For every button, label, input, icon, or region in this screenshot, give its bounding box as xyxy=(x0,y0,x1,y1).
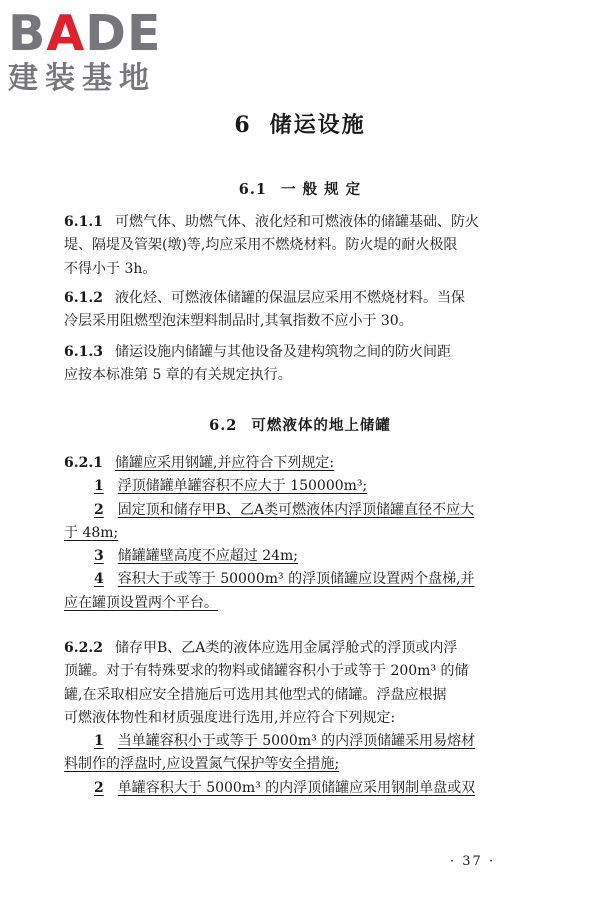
list-item: 1 浮顶储罐单罐容积不应大于 150000m³; xyxy=(94,478,368,495)
logo-wordmark: BADE xyxy=(8,5,162,62)
page-number: · 37 · xyxy=(450,854,496,869)
list-item: 2 固定顶和储存甲B、乙A类可燃液体内浮顶储罐直径不应大 xyxy=(94,501,475,518)
clause-6-1-1: 6.1.1 可燃气体、助燃气体、液化烃和可燃液体的储罐基础、防火 堤、隔堤及管架(墩)等,均应采用不燃烧材料。防火堤的耐火极限 不得小于 3h。 xyxy=(64,214,479,277)
clause-6-2-2: 6.2.2 储存甲B、乙A类的液体应选用金属浮舱式的浮顶或内浮 顶罐。对于有特殊要求的物料或储罐容积小于或等于 200m³ 的储 罐,在采取相应安全措施后可选用其他型式的储罐。浮盘应根据 可燃液体物性和材质强度进行选用,并应符合下列规定: 1 当单罐容积小于或等于 5000m³ 的内浮顶储罐采用易熔材 料制作的浮盘时,应设置氮气保护等安全措施; 2 单罐容积大于 5000m³ 的内浮顶储罐应采用钢制单盘或双 xyxy=(64,637,534,800)
list-item: 1 当单罐容积小于或等于 5000m³ 的内浮顶储罐采用易熔材 xyxy=(94,733,476,750)
bade-logo xyxy=(8,5,162,96)
list-item: 3 储罐罐壁高度不应超过 24m; xyxy=(94,548,299,565)
clause-6-1-2: 6.1.2 液化烃、可燃液体储罐的保温层应采用不燃烧材料。当保 冷层采用阻燃型泡沫塑料制品时,其氧指数不应小于 30。 xyxy=(64,290,465,330)
section-title-6-1: 6.1 一 般 规 定 xyxy=(238,181,362,198)
clause-6-2-1: 6.2.1 储罐应采用钢罐,并应符合下列规定: 1 浮顶储罐单罐容积不应大于 150000m³; 2 固定顶和储存甲B、乙A类可燃液体内浮顶储罐直径不应大 于 48m; 3 储罐罐壁高度不应超过 24m; 4 容积大于或等于 50000m³ 的浮顶储罐应设置两个盘梯,并 应在罐顶设置两个平台。 xyxy=(64,452,534,615)
section-title-6-2: 6.2 可燃液体的地上储罐 xyxy=(209,417,391,434)
chapter-title: 6 储运设施 xyxy=(234,112,366,138)
list-item: 2 单罐容积大于 5000m³ 的内浮顶储罐应采用钢制单盘或双 xyxy=(94,779,476,796)
clause-6-1-3: 6.1.3 储运设施内储罐与其他设备及建构筑物之间的防火间距 应按本标准第 5 章的有关规定执行。 xyxy=(64,344,451,384)
list-item: 4 容积大于或等于 50000m³ 的浮顶储罐应设置两个盘梯,并 xyxy=(94,571,475,588)
logo-chinese-text: 建装基地 xyxy=(8,61,156,96)
